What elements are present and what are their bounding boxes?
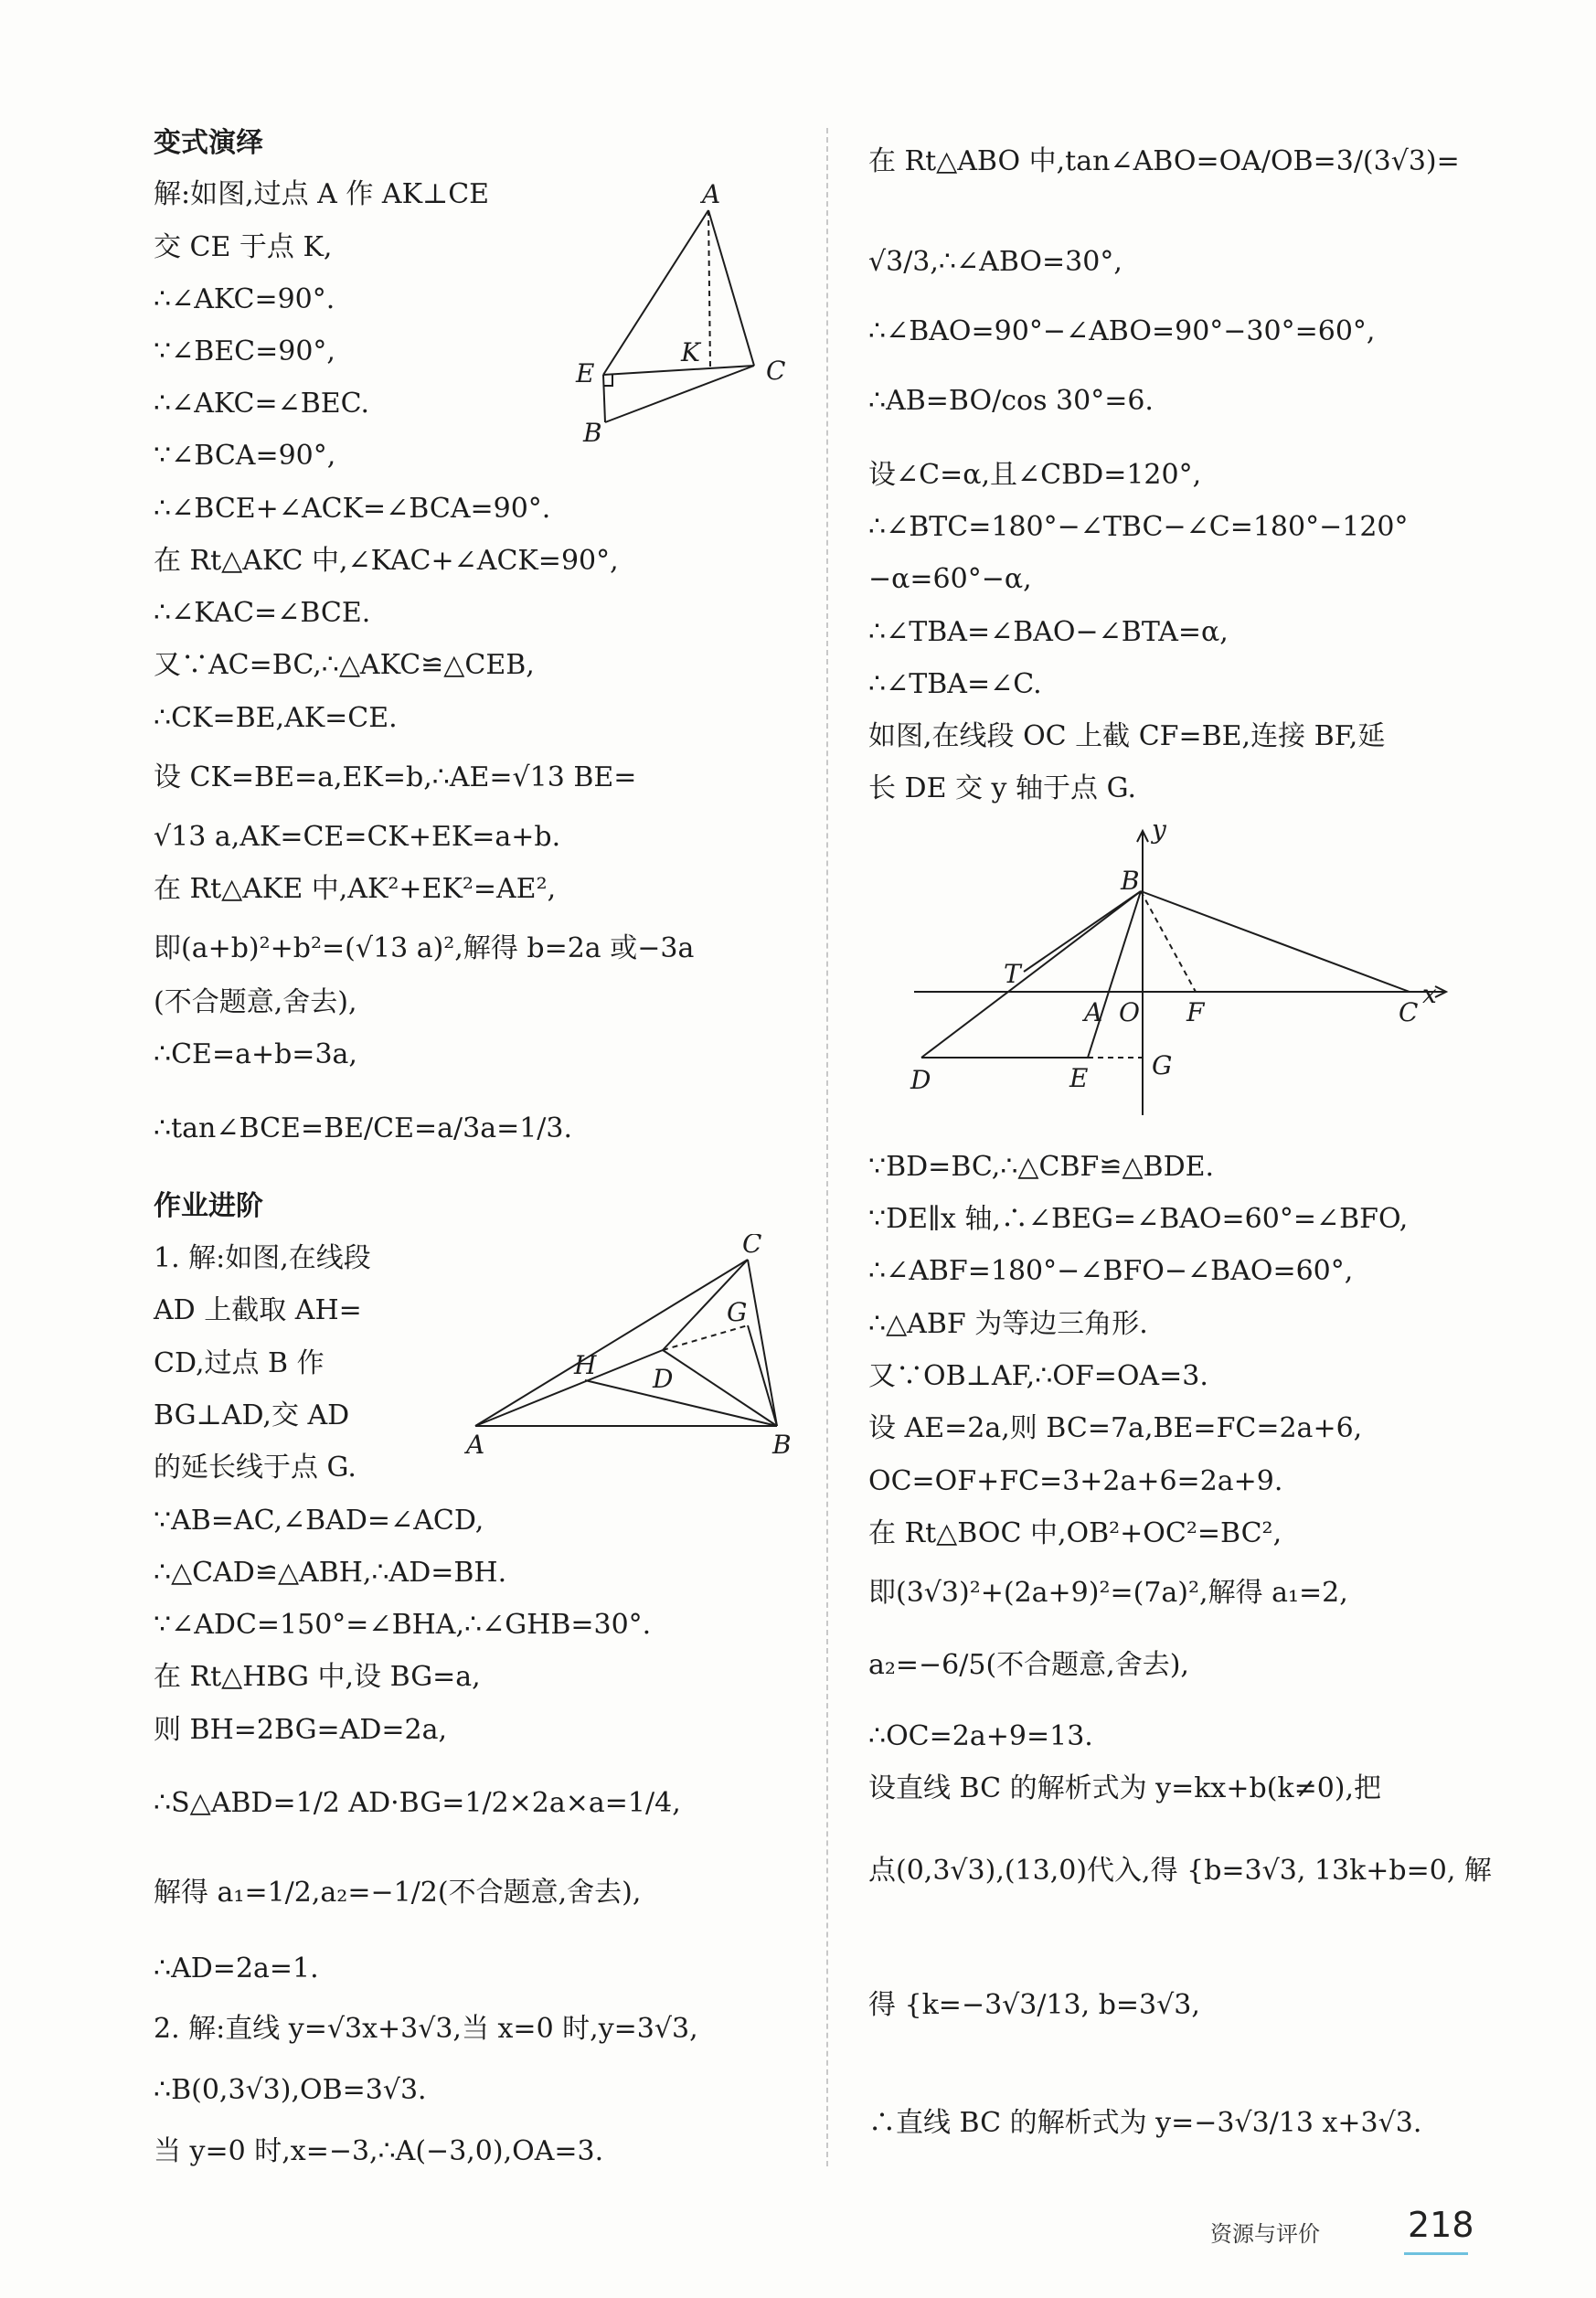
right-text-line: √3/3,∴∠ABO=30°, (868, 246, 1123, 278)
label-b: B (772, 1430, 792, 1460)
left-text-line: 即(a+b)²+b²=(√13 a)²,解得 b=2a 或−3a (154, 932, 695, 964)
right-text-line: ∴AB=BO/cos 30°=6. (868, 385, 1154, 417)
label-a: A (702, 183, 721, 209)
label-g: G (727, 1297, 748, 1327)
label-a: A (1084, 997, 1103, 1027)
left-text-line: ∴CK=BE,AK=CE. (154, 702, 398, 734)
left-text-line: 在 Rt△AKE 中,AK²+EK²=AE², (154, 873, 557, 905)
right-text-line: 即(3√3)²+(2a+9)²=(7a)²,解得 a₁=2, (868, 1577, 1348, 1609)
right-text-line: 在 Rt△BOC 中,OB²+OC²=BC², (868, 1517, 1282, 1549)
right-text-line: 设 AE=2a,则 BC=7a,BE=FC=2a+6, (868, 1412, 1363, 1444)
figure-triangle-abcd (457, 1234, 804, 1463)
left-text-line: ∵AB=AC,∠BAD=∠ACD, (154, 1505, 484, 1537)
label-b: B (1121, 866, 1140, 896)
left-text-line: 设 CK=BE=a,EK=b,∴AE=√13 BE= (154, 761, 637, 793)
left-text-line: 在 Rt△AKC 中,∠KAC+∠ACK=90°, (154, 545, 619, 577)
right-text-line: a₂=−6/5(不合题意,舍去), (868, 1649, 1189, 1681)
left-text-line: ∵∠BEC=90°, (154, 335, 335, 367)
label-b: B (583, 418, 602, 448)
label-y: y (1152, 818, 1166, 845)
left-text-line: ∴AD=2a=1. (154, 1952, 319, 1984)
left-text-line: ∴S△ABD=1/2 AD·BG=1/2×2a×a=1/4, (154, 1787, 681, 1819)
right-text-line: ∴OC=2a+9=13. (868, 1720, 1093, 1752)
right-text-line: ∵DE∥x 轴,∴∠BEG=∠BAO=60°=∠BFO, (868, 1203, 1409, 1235)
figure-triangle-akc (567, 183, 804, 448)
right-text-line: ∴∠BTC=180°−∠TBC−∠C=180°−120° (868, 511, 1409, 543)
left-text-line: ∴∠AKC=∠BEC. (154, 388, 370, 420)
left-text-line: 在 Rt△HBG 中,设 BG=a, (154, 1661, 481, 1693)
left-text-line: 则 BH=2BG=AD=2a, (154, 1714, 448, 1746)
column-divider (826, 128, 828, 2166)
left-text-line: 作业进阶 (154, 1190, 263, 1222)
left-text-line: (不合题意,舍去), (154, 986, 357, 1018)
footer-label: 资源与评价 (1210, 2221, 1320, 2247)
left-text-line: 交 CE 于点 K, (154, 231, 333, 263)
label-x: x (1422, 979, 1437, 1009)
label-e: E (1069, 1063, 1089, 1093)
label-f: F (1186, 997, 1205, 1027)
label-c: C (766, 356, 786, 386)
right-text-line: 点(0,3√3),(13,0)代入,得 {b=3√3, 13k+b=0, 解 (868, 1855, 1492, 1887)
right-text-line: ∴∠TBA=∠C. (868, 668, 1042, 700)
left-text-line: √13 a,AK=CE=CK+EK=a+b. (154, 821, 561, 853)
page-number-underline (1404, 2252, 1468, 2255)
right-text-line: ∴∠TBA=∠BAO−∠BTA=α, (868, 616, 1229, 648)
left-text-line: ∴B(0,3√3),OB=3√3. (154, 2074, 427, 2106)
label-h: H (574, 1350, 597, 1380)
left-text-line: 2. 解:直线 y=√3x+3√3,当 x=0 时,y=3√3, (154, 2013, 698, 2045)
left-text-line: ∴∠KAC=∠BCE. (154, 597, 371, 629)
left-text-line: 解得 a₁=1/2,a₂=−1/2(不合题意,舍去), (154, 1877, 642, 1909)
right-text-line: 又∵OB⊥AF,∴OF=OA=3. (868, 1360, 1208, 1392)
right-text-line: ∵BD=BC,∴△CBF≌△BDE. (868, 1151, 1215, 1183)
right-text-line: ∴∠ABF=180°−∠BFO−∠BAO=60°, (868, 1255, 1354, 1287)
label-g: G (1152, 1050, 1173, 1080)
left-text-line: 1. 解:如图,在线段 (154, 1242, 371, 1274)
left-text-line: CD,过点 B 作 (154, 1347, 325, 1379)
left-text-line: 的延长线于点 G. (154, 1452, 356, 1484)
left-text-line: 又∵AC=BC,∴△AKC≌△CEB, (154, 649, 535, 681)
right-text-line: 如图,在线段 OC 上截 CF=BE,连接 BF,延 (868, 720, 1386, 752)
left-text-line: ∴△CAD≌△ABH,∴AD=BH. (154, 1557, 507, 1589)
right-text-line: ∴△ABF 为等边三角形. (868, 1308, 1148, 1340)
left-text-line: 解:如图,过点 A 作 AK⊥CE (154, 178, 490, 210)
left-text-line: ∵∠BCA=90°, (154, 440, 336, 472)
label-e: E (576, 358, 595, 388)
left-text-line: 变式演绎 (154, 127, 263, 159)
label-c: C (742, 1234, 762, 1259)
left-text-line: ∵∠ADC=150°=∠BHA,∴∠GHB=30°. (154, 1609, 652, 1641)
figure-coordinate-plane (905, 818, 1472, 1129)
label-t: T (1004, 959, 1021, 989)
left-text-line: ∴∠AKC=90°. (154, 283, 335, 315)
label-d: D (910, 1065, 931, 1095)
left-text-line: 当 y=0 时,x=−3,∴A(−3,0),OA=3. (154, 2135, 604, 2167)
left-text-line: AD 上截取 AH= (154, 1294, 362, 1326)
label-a: A (466, 1430, 485, 1460)
right-text-line: ∴直线 BC 的解析式为 y=−3√3/13 x+3√3. (868, 2107, 1422, 2139)
left-text-line: BG⊥AD,交 AD (154, 1399, 350, 1431)
right-text-line: −α=60°−α, (868, 563, 1032, 595)
right-text-line: 长 DE 交 y 轴于点 G. (868, 772, 1137, 804)
right-text-line: 设直线 BC 的解析式为 y=kx+b(k≠0),把 (868, 1772, 1382, 1804)
right-text-line: OC=OF+FC=3+2a+6=2a+9. (868, 1465, 1283, 1497)
label-o: O (1119, 997, 1140, 1027)
right-text-line: 设∠C=α,且∠CBD=120°, (868, 459, 1202, 491)
right-text-line: ∴∠BAO=90°−∠ABO=90°−30°=60°, (868, 315, 1376, 347)
label-d: D (653, 1364, 674, 1394)
label-c: C (1399, 997, 1419, 1027)
label-k: K (681, 337, 700, 367)
left-text-line: ∴CE=a+b=3a, (154, 1038, 357, 1070)
left-text-line: ∴∠BCE+∠ACK=∠BCA=90°. (154, 493, 551, 525)
right-text-line: 得 {k=−3√3/13, b=3√3, (868, 1989, 1200, 2021)
right-text-line: 在 Rt△ABO 中,tan∠ABO=OA/OB=3/(3√3)= (868, 145, 1460, 177)
page-number: 218 (1408, 2205, 1474, 2245)
left-text-line: ∴tan∠BCE=BE/CE=a/3a=1/3. (154, 1112, 573, 1144)
